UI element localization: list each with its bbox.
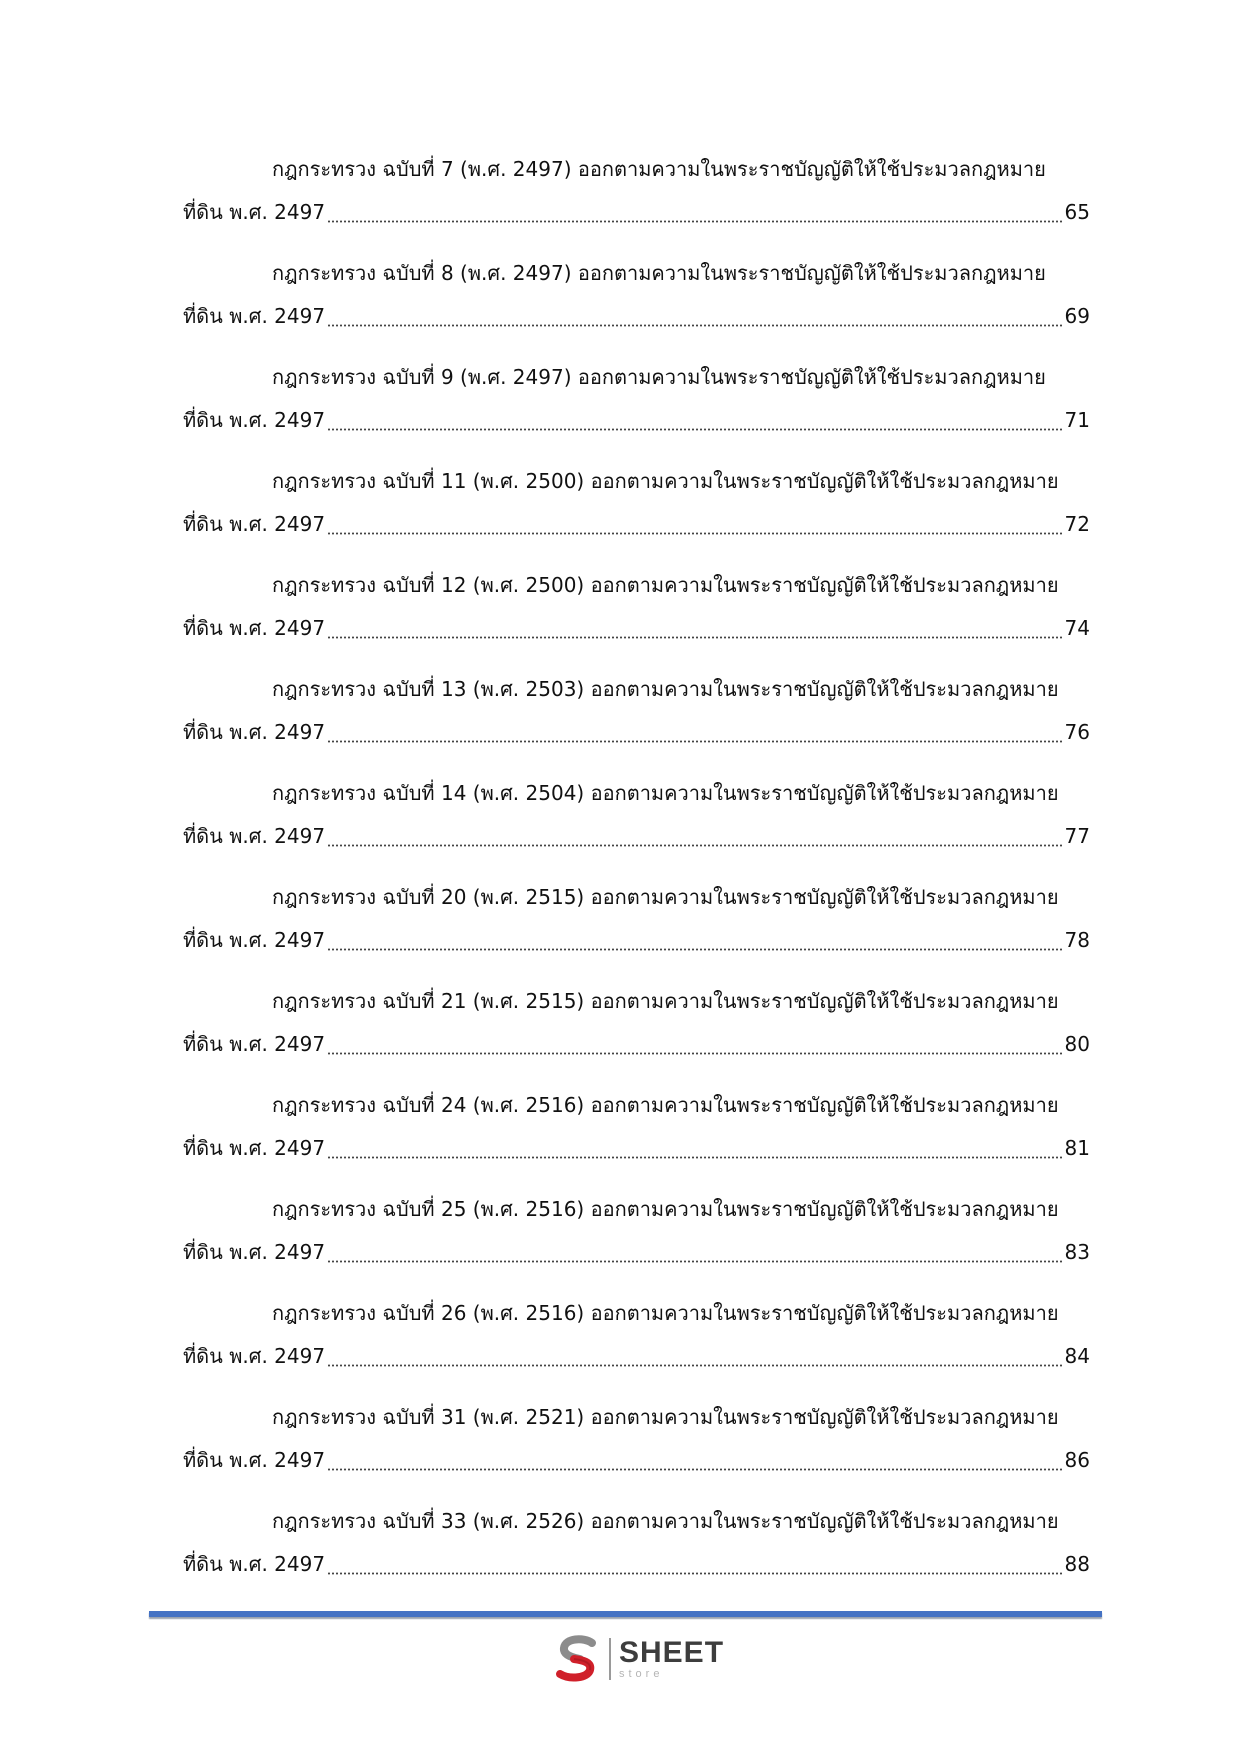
toc-entry-title: กฎกระทรวง ฉบับที่ 33 (พ.ศ. 2526) ออกตามความในพระราชบัญญัติให้ใช้ประมวลกฎหมาย <box>272 1509 1059 1533</box>
dot-leader <box>327 1260 1061 1263</box>
toc-entry <box>183 1292 1090 1378</box>
dot-leader <box>327 324 1061 327</box>
dot-leader <box>327 1468 1061 1471</box>
toc-entry <box>183 1500 1090 1586</box>
toc-page-number: 76 <box>1064 720 1090 744</box>
toc-entry-continuation: ที่ดิน พ.ศ. 2497 <box>183 1552 326 1576</box>
footer-logo <box>551 1634 724 1684</box>
toc-entry-continuation-row <box>183 1439 1090 1482</box>
toc-entry-continuation: ที่ดิน พ.ศ. 2497 <box>183 1344 326 1368</box>
toc-entry-title: กฎกระทรวง ฉบับที่ 25 (พ.ศ. 2516) ออกตามความในพระราชบัญญัติให้ใช้ประมวลกฎหมาย <box>272 1197 1059 1221</box>
sheet-store-s-logo-icon <box>551 1634 603 1684</box>
dot-leader <box>327 948 1061 951</box>
toc-entry-continuation-row <box>183 1231 1090 1274</box>
toc-entry-continuation: ที่ดิน พ.ศ. 2497 <box>183 200 326 224</box>
table-of-contents <box>183 148 1090 1604</box>
toc-entry <box>183 1084 1090 1170</box>
footer-rule <box>149 1611 1102 1617</box>
toc-page-number: 69 <box>1064 304 1090 328</box>
toc-entry <box>183 148 1090 234</box>
toc-entry-continuation-row <box>183 607 1090 650</box>
toc-page-number: 81 <box>1064 1136 1090 1160</box>
toc-entry-continuation: ที่ดิน พ.ศ. 2497 <box>183 1448 326 1472</box>
toc-page-number: 77 <box>1064 824 1090 848</box>
dot-leader <box>327 1572 1061 1575</box>
toc-entry-title: กฎกระทรวง ฉบับที่ 8 (พ.ศ. 2497) ออกตามความในพระราชบัญญัติให้ใช้ประมวลกฎหมาย <box>272 261 1046 285</box>
toc-entry-continuation: ที่ดิน พ.ศ. 2497 <box>183 304 326 328</box>
toc-entry-continuation-row <box>183 711 1090 754</box>
toc-entry <box>183 980 1090 1066</box>
toc-entry-continuation: ที่ดิน พ.ศ. 2497 <box>183 720 326 744</box>
toc-entry <box>183 252 1090 338</box>
toc-page-number: 86 <box>1064 1448 1090 1472</box>
toc-entry-continuation: ที่ดิน พ.ศ. 2497 <box>183 1240 326 1264</box>
toc-entry-continuation-row <box>183 1543 1090 1586</box>
toc-entry-continuation-row <box>183 399 1090 442</box>
toc-entry-title: กฎกระทรวง ฉบับที่ 26 (พ.ศ. 2516) ออกตามความในพระราชบัญญัติให้ใช้ประมวลกฎหมาย <box>272 1301 1059 1325</box>
toc-page-number: 83 <box>1064 1240 1090 1264</box>
toc-entry <box>183 772 1090 858</box>
toc-entry-continuation-row <box>183 503 1090 546</box>
toc-entry-continuation: ที่ดิน พ.ศ. 2497 <box>183 928 326 952</box>
dot-leader <box>327 428 1061 431</box>
toc-entry-title: กฎกระทรวง ฉบับที่ 13 (พ.ศ. 2503) ออกตามความในพระราชบัญญัติให้ใช้ประมวลกฎหมาย <box>272 677 1059 701</box>
toc-entry-continuation-row <box>183 815 1090 858</box>
toc-entry-title: กฎกระทรวง ฉบับที่ 7 (พ.ศ. 2497) ออกตามความในพระราชบัญญัติให้ใช้ประมวลกฎหมาย <box>272 157 1046 181</box>
toc-page-number: 65 <box>1064 200 1090 224</box>
dot-leader <box>327 1052 1061 1055</box>
toc-entry-continuation-row <box>183 1127 1090 1170</box>
toc-entry-title: กฎกระทรวง ฉบับที่ 20 (พ.ศ. 2515) ออกตามความในพระราชบัญญัติให้ใช้ประมวลกฎหมาย <box>272 885 1059 909</box>
toc-entry-continuation: ที่ดิน พ.ศ. 2497 <box>183 1136 326 1160</box>
toc-entry <box>183 876 1090 962</box>
toc-entry-continuation-row <box>183 1023 1090 1066</box>
dot-leader <box>327 740 1061 743</box>
dot-leader <box>327 1364 1061 1367</box>
toc-entry <box>183 1396 1090 1482</box>
dot-leader <box>327 1156 1061 1159</box>
toc-entry-title: กฎกระทรวง ฉบับที่ 9 (พ.ศ. 2497) ออกตามความในพระราชบัญญัติให้ใช้ประมวลกฎหมาย <box>272 365 1046 389</box>
toc-entry <box>183 460 1090 546</box>
toc-page-number: 72 <box>1064 512 1090 536</box>
toc-page-number: 80 <box>1064 1032 1090 1056</box>
toc-page-number: 78 <box>1064 928 1090 952</box>
toc-page-number: 84 <box>1064 1344 1090 1368</box>
toc-entry-title: กฎกระทรวง ฉบับที่ 31 (พ.ศ. 2521) ออกตามความในพระราชบัญญัติให้ใช้ประมวลกฎหมาย <box>272 1405 1059 1429</box>
toc-entry-continuation-row <box>183 1335 1090 1378</box>
toc-entry <box>183 668 1090 754</box>
toc-entry-continuation: ที่ดิน พ.ศ. 2497 <box>183 408 326 432</box>
toc-entry-title: กฎกระทรวง ฉบับที่ 12 (พ.ศ. 2500) ออกตามความในพระราชบัญญัติให้ใช้ประมวลกฎหมาย <box>272 573 1059 597</box>
logo-wordmark <box>619 1638 724 1680</box>
toc-entry-continuation-row <box>183 191 1090 234</box>
toc-entry <box>183 1188 1090 1274</box>
logo-sub-text: store <box>619 1668 664 1680</box>
toc-entry-continuation: ที่ดิน พ.ศ. 2497 <box>183 824 326 848</box>
toc-entry <box>183 564 1090 650</box>
toc-entry-continuation-row <box>183 295 1090 338</box>
toc-page-number: 74 <box>1064 616 1090 640</box>
toc-entry-continuation: ที่ดิน พ.ศ. 2497 <box>183 616 326 640</box>
dot-leader <box>327 532 1061 535</box>
logo-brand-text: SHEET <box>619 1636 725 1669</box>
toc-entry-continuation: ที่ดิน พ.ศ. 2497 <box>183 1032 326 1056</box>
toc-entry-title: กฎกระทรวง ฉบับที่ 14 (พ.ศ. 2504) ออกตามความในพระราชบัญญัติให้ใช้ประมวลกฎหมาย <box>272 781 1059 805</box>
dot-leader <box>327 220 1061 223</box>
toc-page-number: 71 <box>1064 408 1090 432</box>
dot-leader <box>327 636 1061 639</box>
toc-page-number: 88 <box>1064 1552 1090 1576</box>
toc-entry-continuation: ที่ดิน พ.ศ. 2497 <box>183 512 326 536</box>
toc-entry-title: กฎกระทรวง ฉบับที่ 11 (พ.ศ. 2500) ออกตามความในพระราชบัญญัติให้ใช้ประมวลกฎหมาย <box>272 469 1059 493</box>
toc-entry-title: กฎกระทรวง ฉบับที่ 21 (พ.ศ. 2515) ออกตามความในพระราชบัญญัติให้ใช้ประมวลกฎหมาย <box>272 989 1059 1013</box>
toc-entry <box>183 356 1090 442</box>
dot-leader <box>327 844 1061 847</box>
toc-entry-continuation-row <box>183 919 1090 962</box>
toc-entry-title: กฎกระทรวง ฉบับที่ 24 (พ.ศ. 2516) ออกตามความในพระราชบัญญัติให้ใช้ประมวลกฎหมาย <box>272 1093 1059 1117</box>
logo-divider <box>609 1638 611 1680</box>
